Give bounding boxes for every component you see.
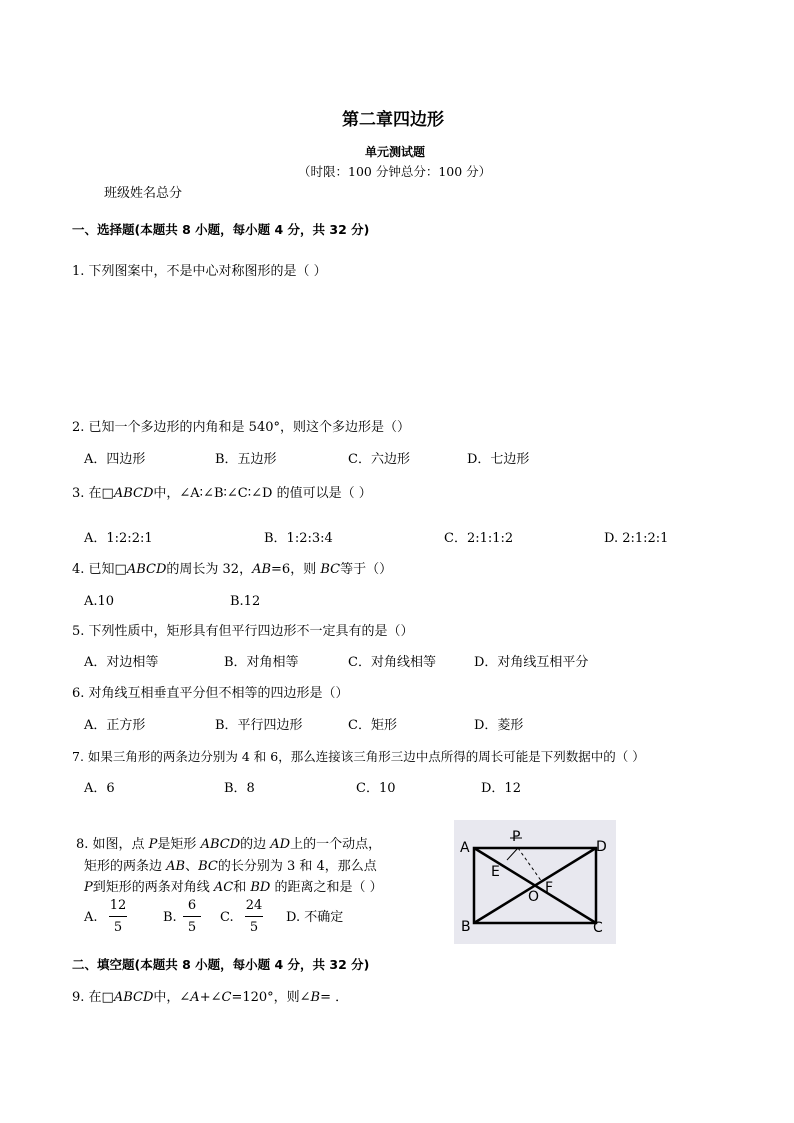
section-fill-heading: 二、填空题(本题共 8 小题，每小题 4 分，共 32 分) <box>72 957 370 972</box>
q8-text: 的长分别为 3 和 4，那么点 <box>217 859 377 874</box>
label-e: E <box>491 864 500 880</box>
q8-option-b-label: B. <box>163 910 177 925</box>
q9-text: +∠ <box>199 990 222 1005</box>
page-subtitle: 单元测试题 <box>365 145 426 159</box>
q8-option-c-fraction <box>243 898 265 935</box>
label-c: C <box>593 920 603 936</box>
label-o: O <box>528 889 540 905</box>
q8-text: 和 <box>233 880 251 895</box>
q7-option-a: A．6 <box>84 781 115 796</box>
question-3 <box>72 486 372 502</box>
q8-option-b-fraction <box>181 898 203 935</box>
q6-option-a: A．正方形 <box>84 718 146 733</box>
fraction-numerator: 24 <box>245 898 263 913</box>
q5-option-c: C．对角线相等 <box>348 655 436 670</box>
fraction-numerator: 6 <box>187 898 197 913</box>
q9-text: = ． <box>320 990 349 1005</box>
question-2: 2. 已知一个多边形的内角和是 540°，则这个多边形是（） <box>72 420 410 435</box>
q4-stem-mid2: =6，则 <box>271 562 321 577</box>
q4-ab: AB <box>252 562 272 577</box>
q3-option-d: D. 2:1:2:1 <box>604 531 669 546</box>
page-title: 第二章四边形 <box>342 110 444 130</box>
question-8-line-3 <box>84 880 383 896</box>
q9-text: =120°，则∠ <box>231 990 311 1005</box>
q3-parallelogram: □ABCD <box>101 486 154 501</box>
perpendicular-pe <box>507 848 518 860</box>
q7-option-d: D．12 <box>481 781 521 796</box>
question-6: 6. 对角线互相垂直平分但不相等的四边形是（） <box>72 686 349 701</box>
q3-option-b: B．1:2:3:4 <box>264 531 333 546</box>
label-f: F <box>545 880 554 896</box>
q2-option-b: B．五边形 <box>215 452 277 467</box>
q8-text: 矩形的两条边 <box>84 859 167 874</box>
q4-stem-suffix: 等于（） <box>340 562 393 577</box>
q8-p: P <box>148 837 158 852</box>
q8-bd: BD <box>250 880 271 895</box>
q3-stem-mid: 中，∠A∶∠B∶∠C∶∠D <box>153 486 273 501</box>
q9-a: A <box>190 990 200 1005</box>
q5-option-b: B．对角相等 <box>224 655 299 670</box>
q8-option-c-label: C. <box>220 910 234 925</box>
q8-text: 8. 如图，点 <box>76 837 149 852</box>
label-b: B <box>461 919 471 935</box>
q9-parallelogram: □ABCD <box>101 990 154 1005</box>
q9-text: 中，∠ <box>153 990 191 1005</box>
q4-stem-mid: 的周长为 32， <box>166 562 253 577</box>
student-info: 班级姓名总分 <box>104 186 183 201</box>
q4-stem-prefix: 4. 已知 <box>72 562 115 577</box>
question-5: 5. 下列性质中，矩形具有但平行四边形不一定具有的是（） <box>72 624 414 639</box>
question-7: 7. 如果三角形的两条边分别为 4 和 6，那么连接该三角形三边中点所得的周长可能是下列数据中的（ ） <box>72 749 645 764</box>
fraction-bar <box>245 916 263 917</box>
question-8-line-2 <box>84 859 377 875</box>
section-choice-heading: 一、选择题(本题共 8 小题，每小题 4 分，共 32 分) <box>72 222 370 237</box>
fraction-bar <box>109 916 127 917</box>
q6-option-c: C．矩形 <box>348 718 397 733</box>
time-info: （时限：100 分钟总分：100 分） <box>298 164 492 179</box>
question-8-line-1 <box>76 837 381 853</box>
rectangle-figure <box>454 820 616 944</box>
q4-parallelogram: □ABCD <box>114 562 167 577</box>
q8-option-a-fraction <box>107 898 129 935</box>
label-a: A <box>460 840 470 856</box>
question-9 <box>72 990 348 1006</box>
q4-bc: BC <box>320 562 341 577</box>
q9-text: 9. 在 <box>72 990 102 1005</box>
q8-abcd: ABCD <box>200 837 241 852</box>
question-4 <box>72 562 392 578</box>
q3-stem-suffix: 的值可以是（ ） <box>272 486 372 501</box>
q8-text: 是矩形 <box>157 837 201 852</box>
q6-option-b: B．平行四边形 <box>215 718 303 733</box>
q3-stem-prefix: 3. 在 <box>72 486 102 501</box>
question-1: 1. 下列图案中，不是中心对称图形的是（ ） <box>72 264 327 279</box>
q8-ad: AD <box>270 837 291 852</box>
fraction-denominator: 5 <box>249 920 259 935</box>
q8-ab: AB <box>166 859 186 874</box>
q8-text: 上的一个动点， <box>290 837 382 852</box>
q4-option-a: A.10 <box>84 594 115 609</box>
q5-option-d: D．对角线互相平分 <box>474 655 589 670</box>
rectangle-diagram <box>454 820 616 944</box>
q4-option-b: B.12 <box>230 594 261 609</box>
q8-text: 、 <box>185 859 199 874</box>
q2-option-a: A．四边形 <box>84 452 146 467</box>
fraction-numerator: 12 <box>109 898 127 913</box>
q9-c: C <box>221 990 232 1005</box>
q3-option-a: A．1:2:2:1 <box>84 531 153 546</box>
q6-option-d: D．菱形 <box>474 718 524 733</box>
q8-text: 的距离之和是（ ） <box>270 880 383 895</box>
q9-b: B <box>310 990 321 1005</box>
q8-ac: AC <box>213 880 234 895</box>
q7-option-b: B．8 <box>224 781 255 796</box>
q8-text: 的边 <box>240 837 271 852</box>
q8-option-d: D. 不确定 <box>286 910 344 925</box>
q2-option-c: C．六边形 <box>348 452 410 467</box>
q8-text: 到矩形的两条对角线 <box>92 880 214 895</box>
fraction-denominator: 5 <box>187 920 197 935</box>
label-p: P <box>512 829 521 845</box>
q3-option-c: C．2:1:1:2 <box>444 531 514 546</box>
q8-bc: BC <box>198 859 218 874</box>
q8-p: P <box>84 880 93 895</box>
q8-option-a-label: A. <box>84 910 98 925</box>
q5-option-a: A．对边相等 <box>84 655 159 670</box>
fraction-bar <box>183 916 201 917</box>
q2-option-d: D．七边形 <box>467 452 530 467</box>
label-d: D <box>596 839 607 855</box>
q7-option-c: C．10 <box>356 781 396 796</box>
fraction-denominator: 5 <box>113 920 123 935</box>
